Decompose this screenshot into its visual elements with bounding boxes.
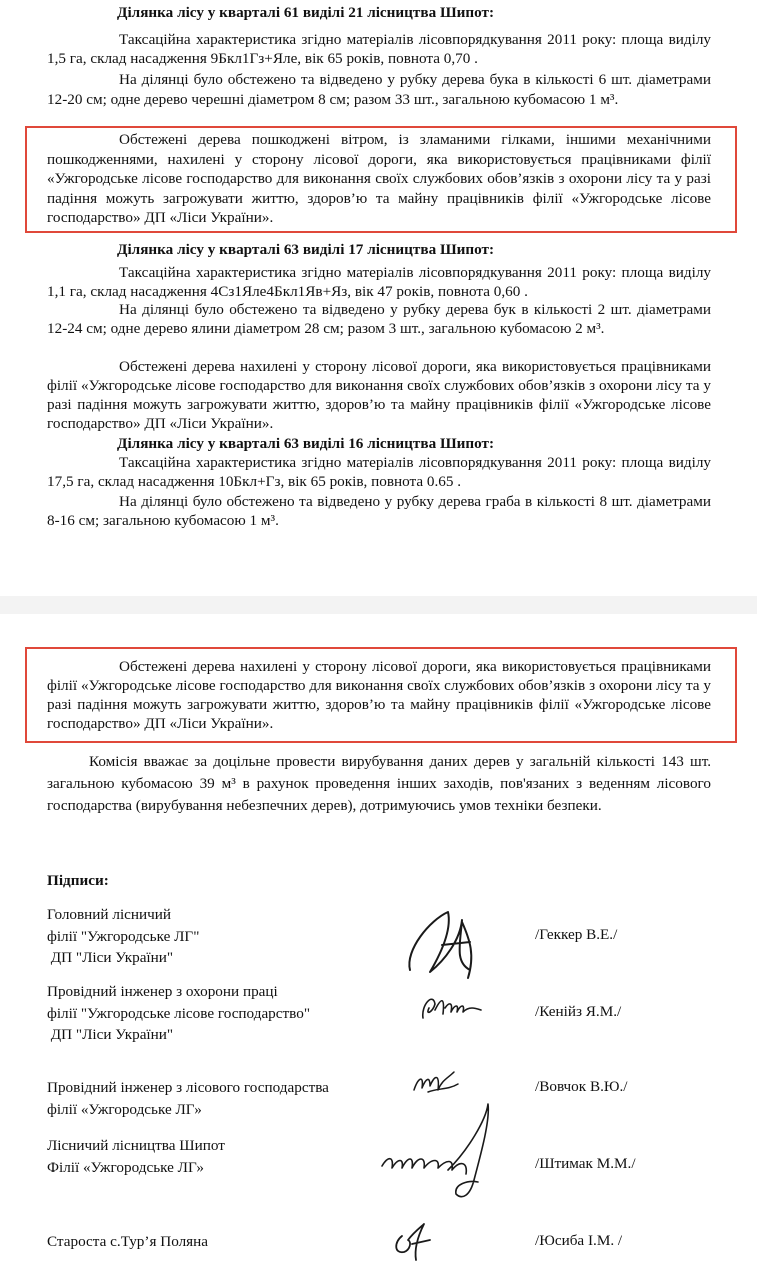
section-1-heading: Ділянка лісу у кварталі 61 виділі 21 лісництва Шипот:	[117, 4, 495, 21]
sig1-line2: філії "Ужгородське ЛГ"	[47, 927, 200, 945]
sig2-line2: філії "Ужгородське лісове господарство"	[47, 1004, 311, 1022]
signatures-title: Підписи:	[47, 872, 109, 889]
signature-1-position	[47, 904, 199, 969]
section-2-taxation: Таксаційна характеристика згідно матеріалів лісовпорядкування 2011 року: площа виділу 1,1 га, склад насадження 4Сз1Яле4Бкл1Яв+Яз, вік 47 років, повнота 0,60 .	[47, 264, 711, 300]
signature-1-handwritten	[400, 900, 480, 985]
sig1-line3: ДП "Ліси України"	[47, 949, 174, 966]
page-separator	[0, 596, 757, 614]
section-2-felling: На ділянці було обстежено та відведено у рубку дерева бук в кількості 2 шт. діаметрами 12-24 см; одне дерево ялини діаметром 28 см; разом 3 шт., загальною кубомасою 2 м³.	[47, 301, 711, 337]
sig1-line1: Головний лісничий	[47, 906, 172, 923]
signature-5-handwritten	[388, 1222, 438, 1262]
sig3-line1: Провідний інженер з лісового господарства	[47, 1079, 329, 1096]
page2-condition: Обстежені дерева нахилені у сторону лісової дороги, яка використовується працівниками філії «Ужгородське лісове господарство для виконання своїх службових обов’язків з охорони лісу та у разі падіння можуть загрожувати життю, здоров’ю та майну працівників філії «Ужгородське лісове господарство» ДП «Ліси України».	[47, 658, 711, 732]
signature-3-name: /Вовчок В.Ю./	[535, 1078, 628, 1095]
signature-2-handwritten	[415, 990, 495, 1025]
section-3-felling: На ділянці було обстежено та відведено у рубку дерева граба в кількості 8 шт. діаметрами 8-16 см; загальною кубомасою 1 м³.	[47, 493, 711, 529]
sig4-line1: Лісничий лісництва Шипот	[47, 1137, 225, 1154]
section-2-condition: Обстежені дерева нахилені у сторону лісової дороги, яка використовується працівниками філії «Ужгородське лісове господарство для виконання своїх службових обов’язків з охорони лісу та у разі падіння можуть загрожувати життю, здоров’ю та майну працівників філії «Ужгородське лісове господарство» ДП «Ліси України».	[47, 358, 711, 432]
signature-5-position	[47, 1231, 208, 1253]
signature-3-position	[47, 1077, 329, 1120]
section-1-felling: На ділянці було обстежено та відведено у рубку дерева бука в кількості 6 шт. діаметрами 12-20 см; одне дерево черешні діаметром 8 см; разом 33 шт., загальною кубомасою 1 м³.	[47, 71, 711, 108]
signature-4-name: /Штимак М.М./	[535, 1155, 636, 1172]
signature-4-position	[47, 1135, 225, 1178]
section-3-heading: Ділянка лісу у кварталі 63 виділі 16 лісництва Шипот:	[117, 435, 495, 452]
sig2-line3: ДП "Ліси України"	[47, 1026, 174, 1043]
section-1-taxation: Таксаційна характеристика згідно матеріалів лісовпорядкування 2011 року: площа виділу 1,5 га, склад насадження 9Бкл1Гз+Яле, вік 65 років, повнота 0,70 .	[47, 31, 711, 67]
signature-2-position	[47, 981, 310, 1046]
signature-2-name: /Кенійз Я.М./	[535, 1003, 622, 1020]
signature-4-handwritten	[378, 1100, 503, 1205]
signature-1-name: /Геккер В.Е./	[535, 926, 618, 943]
sig4-line2: Філії «Ужгородське ЛГ»	[47, 1158, 204, 1176]
commission-decision: Комісія вважає за доцільне провести вирубування даних дерев у загальній кількості 143 шт. загальною кубомасою 39 м³ в рахунок проведення інших заходів, пов'язаних з веденням лісового господарства (вирубування небезпечних дерев), дотримуючись умов техніки безпеки.	[47, 753, 711, 814]
section-3-taxation: Таксаційна характеристика згідно матеріалів лісовпорядкування 2011 року: площа виділу 17,5 га, склад насадження 10Бкл+Гз, вік 65 років, повнота 0.65 .	[47, 454, 711, 490]
sig3-line2: філії «Ужгородське ЛГ»	[47, 1100, 202, 1118]
signature-3-handwritten	[408, 1066, 468, 1101]
sig2-line1: Провідний інженер з охорони праці	[47, 983, 278, 1000]
section-2-heading: Ділянка лісу у кварталі 63 виділі 17 лісництва Шипот:	[117, 241, 495, 258]
section-1-condition: Обстежені дерева пошкоджені вітром, із зламаними гілками, іншими механічними пошкодженнями, нахилені у сторону лісової дороги, яка використовується працівниками філії «Ужгородське лісове господарство для виконання своїх службових обов’язків з охорони лісу та у разі падіння можуть загрожувати життю, здоров’ю та майну працівників філії «Ужгородське лісове господарство» ДП «Ліси України».	[47, 131, 711, 226]
signature-5-name: /Юсиба І.М. /	[535, 1232, 623, 1249]
sig5-line1: Староста с.Тур’я Поляна	[47, 1233, 209, 1250]
